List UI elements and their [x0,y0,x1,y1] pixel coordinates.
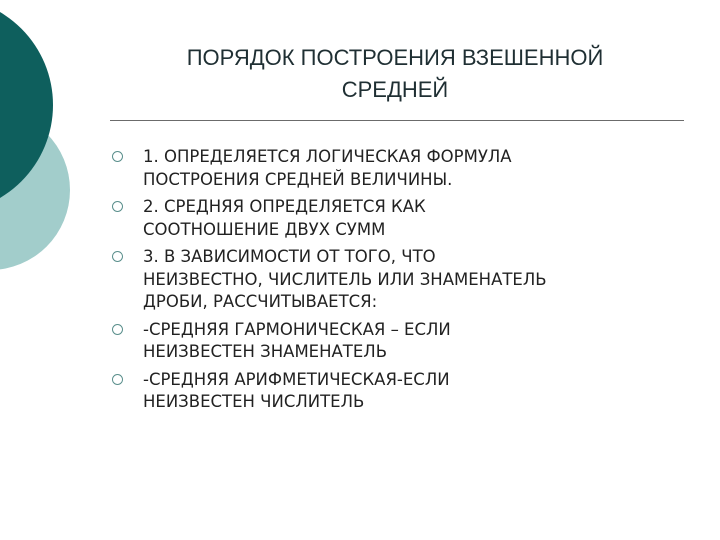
list-item [110,369,690,414]
list-item-text [143,246,690,314]
bullet-list [110,146,690,419]
list-item [110,319,690,364]
list-item [110,146,690,191]
list-item-text [143,319,690,364]
list-item [110,196,690,241]
list-item-line: ПОСТРОЕНИЯ СРЕДНЕЙ ВЕЛИЧИНЫ. [143,169,453,189]
list-item-line: НЕИЗВЕСТЕН ЗНАМЕНАТЕЛЬ [143,342,388,361]
circle-bullet-icon [112,324,123,335]
list-item-text [143,146,690,191]
list-item-line: НЕИЗВЕСТЕН ЧИСЛИТЕЛЬ [143,392,365,411]
slide-title-line: СРЕДНЕЙ [341,77,449,102]
decorative-circles [0,0,120,300]
circle-bullet-icon [112,201,123,212]
list-item-text [143,196,690,241]
slide-title-line: ПОРЯДОК ПОСТРОЕНИЯ ВЗЕШЕННОЙ [186,45,604,70]
list-item-text [143,369,690,414]
list-item-line: -СРЕДНЯЯ ГАРМОНИЧЕСКАЯ – ЕСЛИ [143,319,451,339]
title-divider [110,120,684,121]
list-item-line: 1. ОПРЕДЕЛЯЕТСЯ ЛОГИЧЕСКАЯ ФОРМУЛА [143,147,512,166]
slide-title [110,42,680,106]
circle-bullet-icon [112,151,123,162]
list-item-line: СООТНОШЕНИЕ ДВУХ СУММ [143,219,386,239]
list-item-line: ДРОБИ, РАССЧИТЫВАЕТСЯ: [143,292,378,311]
circle-bullet-icon [112,374,123,385]
list-item [110,246,690,314]
list-item-line: -СРЕДНЯЯ АРИФМЕТИЧЕСКАЯ-ЕСЛИ [143,369,450,389]
circle-bullet-icon [112,251,123,262]
list-item-line: НЕИЗВЕСТНО, ЧИСЛИТЕЛЬ ИЛИ ЗНАМЕНАТЕЛЬ [143,269,547,289]
list-item-line: 3. В ЗАВИСИМОСТИ ОТ ТОГО, ЧТО [143,247,436,266]
list-item-line: 2. СРЕДНЯЯ ОПРЕДЕЛЯЕТСЯ КАК [143,197,426,216]
